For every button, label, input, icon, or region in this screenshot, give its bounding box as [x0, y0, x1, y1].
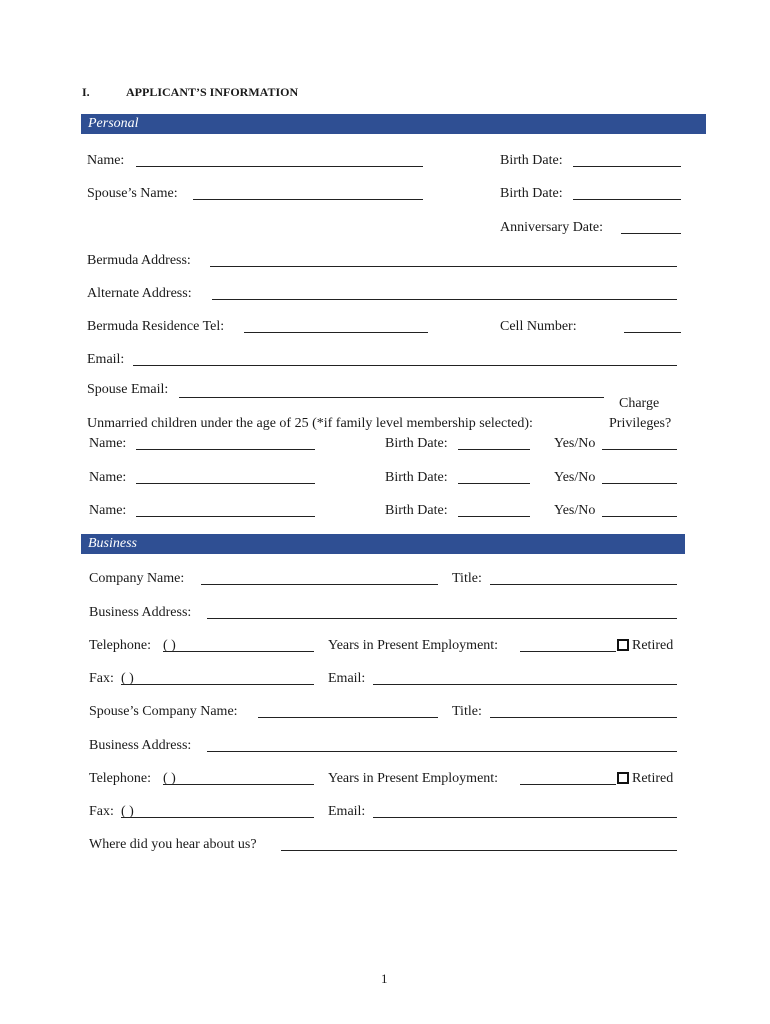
section-number: I. — [82, 85, 90, 99]
child-yesno-field[interactable] — [602, 483, 677, 484]
child-name-label: Name: — [89, 503, 127, 518]
spouse-email-label: Spouse Email: — [87, 382, 169, 397]
residence-tel-label: Bermuda Residence Tel: — [87, 319, 225, 334]
spouse-title-label: Title: — [452, 704, 482, 719]
spouse-telephone-field[interactable] — [163, 784, 314, 785]
years-employment-field[interactable] — [520, 651, 616, 652]
child-name-label: Name: — [89, 436, 127, 451]
child-yesno-field[interactable] — [602, 449, 677, 450]
child-yesno-label: Yes/No — [554, 503, 596, 518]
spouse-birth-date-label: Birth Date: — [500, 186, 563, 201]
bermuda-address-field[interactable] — [210, 266, 677, 267]
section-title: APPLICANT’S INFORMATION — [126, 85, 299, 99]
name-field[interactable] — [136, 166, 423, 167]
child-name-label: Name: — [89, 470, 127, 485]
years-employment-label: Years in Present Employment: — [328, 638, 499, 653]
charge-label: Charge — [619, 396, 660, 411]
fax-area-code: ( ) — [121, 671, 134, 686]
alternate-address-field[interactable] — [212, 299, 677, 300]
spouse-fax-area-code: ( ) — [121, 804, 134, 819]
bermuda-address-label: Bermuda Address: — [87, 253, 191, 268]
children-note: Unmarried children under the age of 25 (*if family level membership selected): — [87, 416, 533, 431]
telephone-area-code: ( ) — [163, 638, 176, 653]
spouse-years-employment-field[interactable] — [520, 784, 616, 785]
personal-header-bar — [81, 114, 706, 134]
child-name-field[interactable] — [136, 449, 315, 450]
cell-number-field[interactable] — [624, 332, 681, 333]
hear-about-label: Where did you hear about us? — [89, 837, 257, 852]
privileges-label: Privileges? — [609, 416, 672, 431]
residence-tel-field[interactable] — [244, 332, 428, 333]
hear-about-field[interactable] — [281, 850, 677, 851]
anniversary-date-field[interactable] — [621, 233, 681, 234]
page-number: 1 — [381, 971, 388, 986]
spouse-telephone-area-code: ( ) — [163, 771, 176, 786]
spouse-business-email-field[interactable] — [373, 817, 677, 818]
child-name-field[interactable] — [136, 516, 315, 517]
fax-label: Fax: — [89, 671, 114, 686]
spouse-telephone-label: Telephone: — [89, 771, 151, 786]
child-birth-date-label: Birth Date: — [385, 503, 448, 518]
name-label: Name: — [87, 153, 125, 168]
spouse-email-field[interactable] — [179, 397, 604, 398]
spouse-name-field[interactable] — [193, 199, 423, 200]
company-name-field[interactable] — [201, 584, 438, 585]
child-yesno-label: Yes/No — [554, 470, 596, 485]
business-email-label: Email: — [328, 671, 366, 686]
business-address-label: Business Address: — [89, 605, 192, 620]
cell-number-label: Cell Number: — [500, 319, 577, 334]
child-birth-date-field[interactable] — [458, 449, 530, 450]
spouse-company-label: Spouse’s Company Name: — [89, 704, 238, 719]
spouse-fax-label: Fax: — [89, 804, 114, 819]
spouse-business-address-label: Business Address: — [89, 738, 192, 753]
spouse-business-address-field[interactable] — [207, 751, 677, 752]
retired-label: Retired — [632, 638, 674, 653]
child-birth-date-label: Birth Date: — [385, 436, 448, 451]
telephone-label: Telephone: — [89, 638, 151, 653]
spouse-company-field[interactable] — [258, 717, 438, 718]
title-label: Title: — [452, 571, 482, 586]
spouse-birth-date-field[interactable] — [573, 199, 681, 200]
telephone-field[interactable] — [163, 651, 314, 652]
spouse-retired-label: Retired — [632, 771, 674, 786]
fax-field[interactable] — [121, 684, 314, 685]
business-email-field[interactable] — [373, 684, 677, 685]
child-yesno-field[interactable] — [602, 516, 677, 517]
title-field[interactable] — [490, 584, 677, 585]
spouse-years-employment-label: Years in Present Employment: — [328, 771, 499, 786]
email-label: Email: — [87, 352, 125, 367]
spouse-fax-field[interactable] — [121, 817, 314, 818]
birth-date-label: Birth Date: — [500, 153, 563, 168]
spouse-retired-checkbox[interactable] — [617, 772, 629, 784]
birth-date-field[interactable] — [573, 166, 681, 167]
personal-header-label: Personal — [88, 116, 139, 131]
email-field[interactable] — [133, 365, 677, 366]
child-name-field[interactable] — [136, 483, 315, 484]
company-name-label: Company Name: — [89, 571, 185, 586]
child-birth-date-field[interactable] — [458, 516, 530, 517]
spouse-title-field[interactable] — [490, 717, 677, 718]
business-header-label: Business — [88, 536, 137, 551]
child-birth-date-label: Birth Date: — [385, 470, 448, 485]
spouse-business-email-label: Email: — [328, 804, 366, 819]
child-birth-date-field[interactable] — [458, 483, 530, 484]
alternate-address-label: Alternate Address: — [87, 286, 192, 301]
anniversary-date-label: Anniversary Date: — [500, 220, 604, 235]
business-address-field[interactable] — [207, 618, 677, 619]
business-header-bar — [81, 534, 685, 554]
spouse-name-label: Spouse’s Name: — [87, 186, 178, 201]
child-yesno-label: Yes/No — [554, 436, 596, 451]
retired-checkbox[interactable] — [617, 639, 629, 651]
